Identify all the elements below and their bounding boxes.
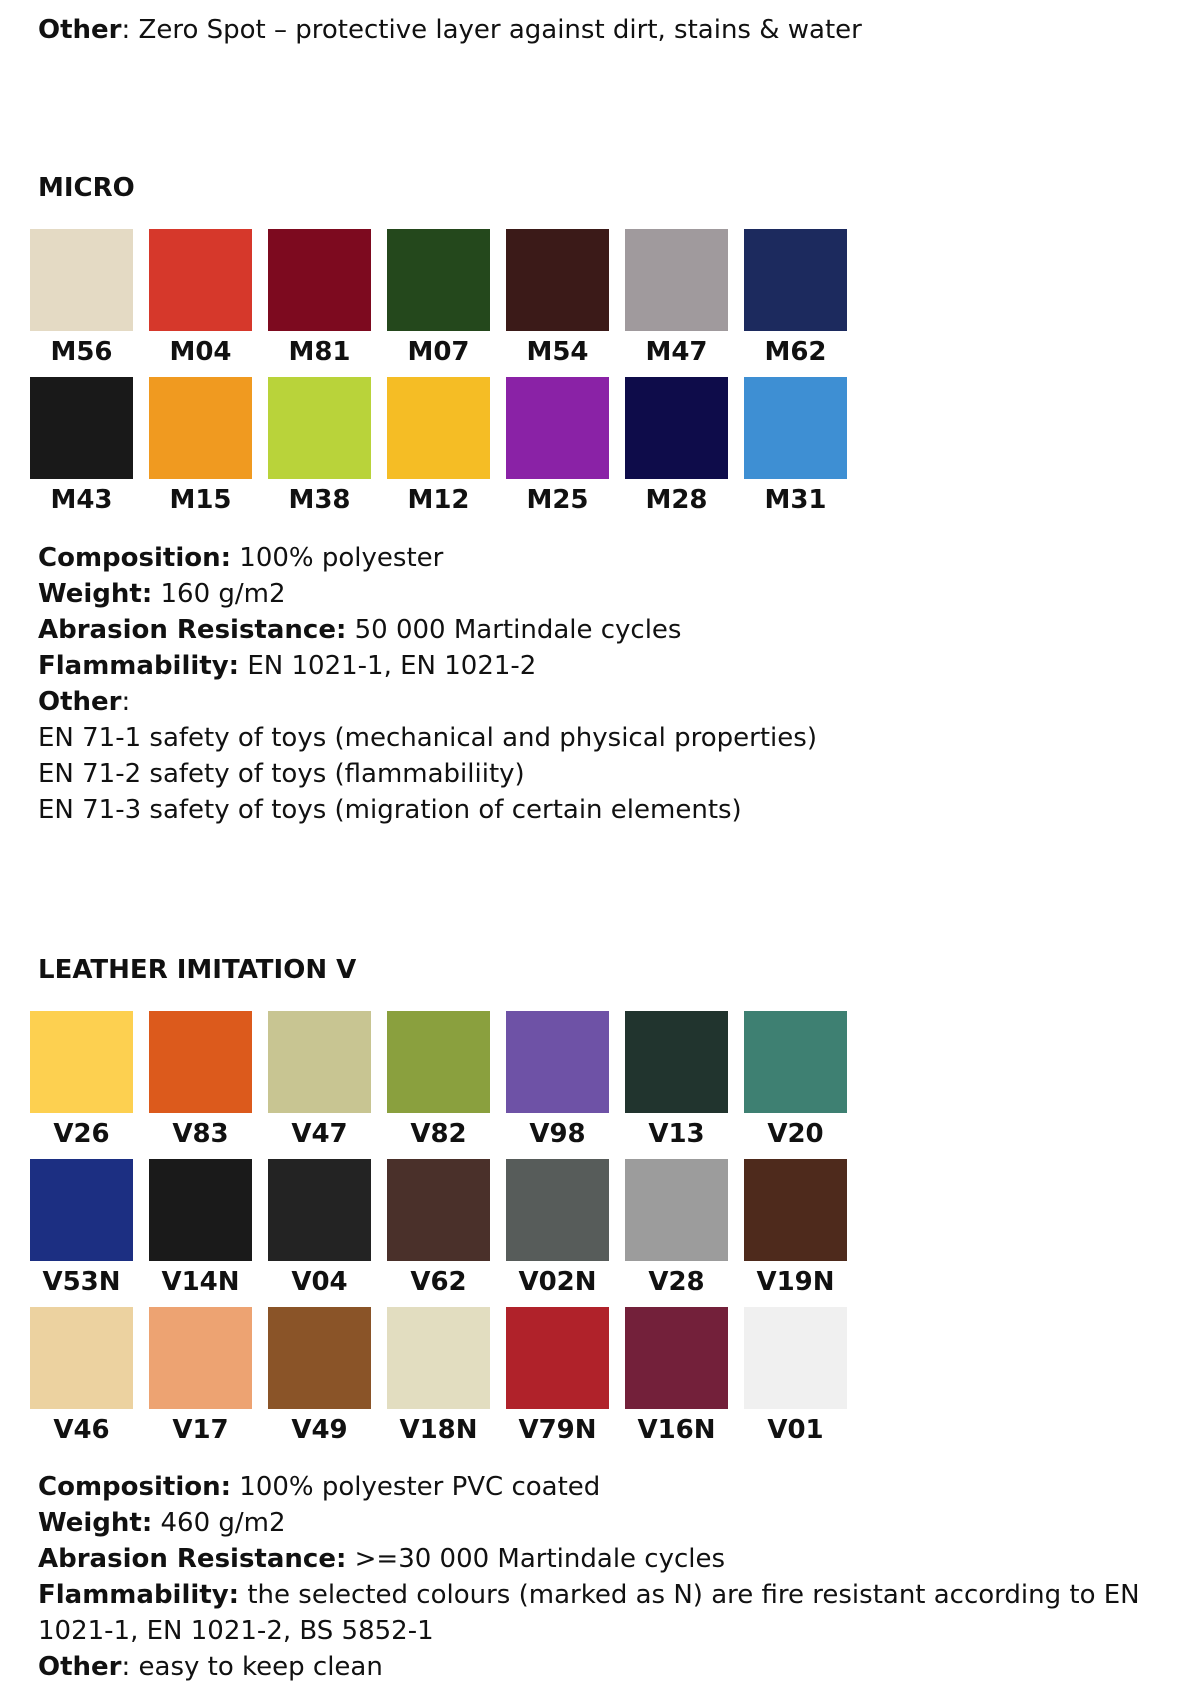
swatch-code: V04	[291, 1267, 348, 1297]
color-swatch	[625, 1307, 728, 1409]
micro-swatch-item	[149, 377, 252, 525]
micro-swatch-item	[506, 229, 609, 377]
swatch-code: M56	[50, 337, 113, 367]
color-swatch	[744, 229, 847, 331]
leather-swatch-item	[387, 1307, 490, 1455]
color-swatch	[30, 377, 133, 479]
abrasion-label: Abrasion Resistance:	[38, 615, 347, 645]
composition-label: Composition:	[38, 1472, 232, 1502]
color-swatch	[268, 229, 371, 331]
swatch-code: V62	[410, 1267, 467, 1297]
swatch-code: M62	[764, 337, 827, 367]
composition-value: 100% polyester	[231, 543, 444, 573]
leather-swatch-item	[625, 1307, 728, 1455]
swatch-code: V02N	[518, 1267, 597, 1297]
micro-other	[38, 684, 130, 720]
color-swatch	[387, 229, 490, 331]
color-swatch	[30, 1159, 133, 1261]
leather-swatch-item	[30, 1159, 133, 1307]
leather-swatch-item	[625, 1159, 728, 1307]
swatch-code: M07	[407, 337, 470, 367]
leather-swatch-item	[506, 1159, 609, 1307]
micro-abrasion	[38, 612, 681, 648]
other-label: Other	[38, 1652, 122, 1682]
abrasion-value: >=30 000 Martindale cycles	[346, 1544, 726, 1574]
leather-composition	[38, 1469, 600, 1505]
leather-swatch-item	[149, 1159, 252, 1307]
leather-swatch-grid	[30, 1011, 850, 1455]
leather-swatch-item	[744, 1011, 847, 1159]
swatch-code: V47	[291, 1119, 348, 1149]
swatch-code: V79N	[518, 1415, 597, 1445]
color-swatch	[387, 1307, 490, 1409]
swatch-code: V53N	[42, 1267, 121, 1297]
swatch-code: M04	[169, 337, 232, 367]
micro-other-line-1: EN 71-1 safety of toys (mechanical and physical properties)	[38, 723, 817, 753]
leather-flammability	[38, 1577, 1168, 1649]
micro-swatch-item	[30, 229, 133, 377]
flammability-label: Flammability:	[38, 1580, 240, 1610]
leather-swatch-item	[30, 1011, 133, 1159]
micro-other-line-2: EN 71-2 safety of toys (flammabiliity)	[38, 759, 525, 789]
swatch-code: V13	[648, 1119, 705, 1149]
swatch-code: V82	[410, 1119, 467, 1149]
leather-swatch-item	[268, 1159, 371, 1307]
flammability-value: EN 1021-1, EN 1021-2	[239, 651, 537, 681]
leather-other	[38, 1649, 383, 1685]
swatch-code: M54	[526, 337, 589, 367]
swatch-code: V46	[53, 1415, 110, 1445]
leather-swatch-item	[506, 1307, 609, 1455]
leather-swatch-item	[268, 1011, 371, 1159]
other-label: Other	[38, 15, 122, 45]
micro-other-line-3: EN 71-3 safety of toys (migration of certain elements)	[38, 795, 742, 825]
color-swatch	[149, 1307, 252, 1409]
zero-spot-line	[38, 12, 862, 48]
color-swatch	[625, 377, 728, 479]
color-swatch	[268, 1159, 371, 1261]
color-swatch	[30, 1307, 133, 1409]
abrasion-label: Abrasion Resistance:	[38, 1544, 347, 1574]
micro-swatch-item	[30, 377, 133, 525]
micro-swatch-item	[268, 229, 371, 377]
color-swatch	[149, 1159, 252, 1261]
other-value: : easy to keep clean	[121, 1652, 383, 1682]
color-swatch	[268, 377, 371, 479]
swatch-code: M28	[645, 485, 708, 515]
color-swatch	[268, 1011, 371, 1113]
color-swatch	[506, 1307, 609, 1409]
leather-swatch-item	[744, 1307, 847, 1455]
swatch-code: V14N	[161, 1267, 240, 1297]
leather-swatch-item	[268, 1307, 371, 1455]
micro-swatch-item	[506, 377, 609, 525]
other-suffix: :	[121, 687, 131, 717]
micro-swatch-item	[149, 229, 252, 377]
leather-swatch-item	[30, 1307, 133, 1455]
swatch-code: V19N	[756, 1267, 835, 1297]
leather-swatch-item	[744, 1159, 847, 1307]
leather-swatch-item	[149, 1011, 252, 1159]
swatch-code: M25	[526, 485, 589, 515]
color-swatch	[30, 1011, 133, 1113]
micro-swatch-item	[625, 229, 728, 377]
weight-value: 460 g/m2	[152, 1508, 286, 1538]
micro-swatch-item	[268, 377, 371, 525]
color-swatch	[506, 229, 609, 331]
leather-abrasion	[38, 1541, 725, 1577]
color-swatch	[625, 229, 728, 331]
weight-label: Weight:	[38, 579, 153, 609]
leather-swatch-item	[387, 1011, 490, 1159]
color-swatch	[387, 377, 490, 479]
swatch-code: M43	[50, 485, 113, 515]
swatch-code: V49	[291, 1415, 348, 1445]
color-swatch	[744, 377, 847, 479]
micro-swatch-item	[744, 229, 847, 377]
leather-swatch-item	[387, 1159, 490, 1307]
swatch-code: V28	[648, 1267, 705, 1297]
color-swatch	[149, 229, 252, 331]
micro-swatch-item	[744, 377, 847, 525]
micro-weight	[38, 576, 286, 612]
swatch-code: M47	[645, 337, 708, 367]
color-swatch	[625, 1011, 728, 1113]
swatch-code: M12	[407, 485, 470, 515]
swatch-code: V98	[529, 1119, 586, 1149]
swatch-code: V16N	[637, 1415, 716, 1445]
leather-swatch-item	[625, 1011, 728, 1159]
color-swatch	[149, 1011, 252, 1113]
other-value: : Zero Spot – protective layer against dirt, stains & water	[121, 15, 862, 45]
color-swatch	[30, 229, 133, 331]
micro-flammability	[38, 648, 536, 684]
swatch-code: M38	[288, 485, 351, 515]
micro-title: MICRO	[38, 173, 135, 203]
color-swatch	[387, 1159, 490, 1261]
abrasion-value: 50 000 Martindale cycles	[346, 615, 682, 645]
micro-swatch-grid	[30, 229, 850, 525]
micro-swatch-item	[387, 229, 490, 377]
color-swatch	[149, 377, 252, 479]
weight-value: 160 g/m2	[152, 579, 286, 609]
color-swatch	[506, 1011, 609, 1113]
color-swatch	[625, 1159, 728, 1261]
color-swatch	[744, 1159, 847, 1261]
micro-composition	[38, 540, 443, 576]
color-swatch	[744, 1011, 847, 1113]
composition-value: 100% polyester PVC coated	[231, 1472, 601, 1502]
composition-label: Composition:	[38, 543, 232, 573]
swatch-code: V17	[172, 1415, 229, 1445]
swatch-code: V20	[767, 1119, 824, 1149]
leather-swatch-item	[149, 1307, 252, 1455]
swatch-code: V83	[172, 1119, 229, 1149]
color-swatch	[506, 377, 609, 479]
flammability-label: Flammability:	[38, 651, 240, 681]
leather-weight	[38, 1505, 286, 1541]
swatch-code: V26	[53, 1119, 110, 1149]
swatch-code: M81	[288, 337, 351, 367]
micro-swatch-item	[625, 377, 728, 525]
swatch-code: V01	[767, 1415, 824, 1445]
micro-swatch-item	[387, 377, 490, 525]
weight-label: Weight:	[38, 1508, 153, 1538]
swatch-code: M15	[169, 485, 232, 515]
color-swatch	[506, 1159, 609, 1261]
color-swatch	[387, 1011, 490, 1113]
color-swatch	[744, 1307, 847, 1409]
color-swatch	[268, 1307, 371, 1409]
flammability-value: the selected colours (marked as N) are fire resistant according to EN 1021-1, EN 1021-2, BS 5852-1	[38, 1580, 1140, 1646]
other-label: Other	[38, 687, 122, 717]
swatch-code: V18N	[399, 1415, 478, 1445]
swatch-code: M31	[764, 485, 827, 515]
leather-title: LEATHER IMITATION V	[38, 955, 357, 985]
leather-swatch-item	[506, 1011, 609, 1159]
